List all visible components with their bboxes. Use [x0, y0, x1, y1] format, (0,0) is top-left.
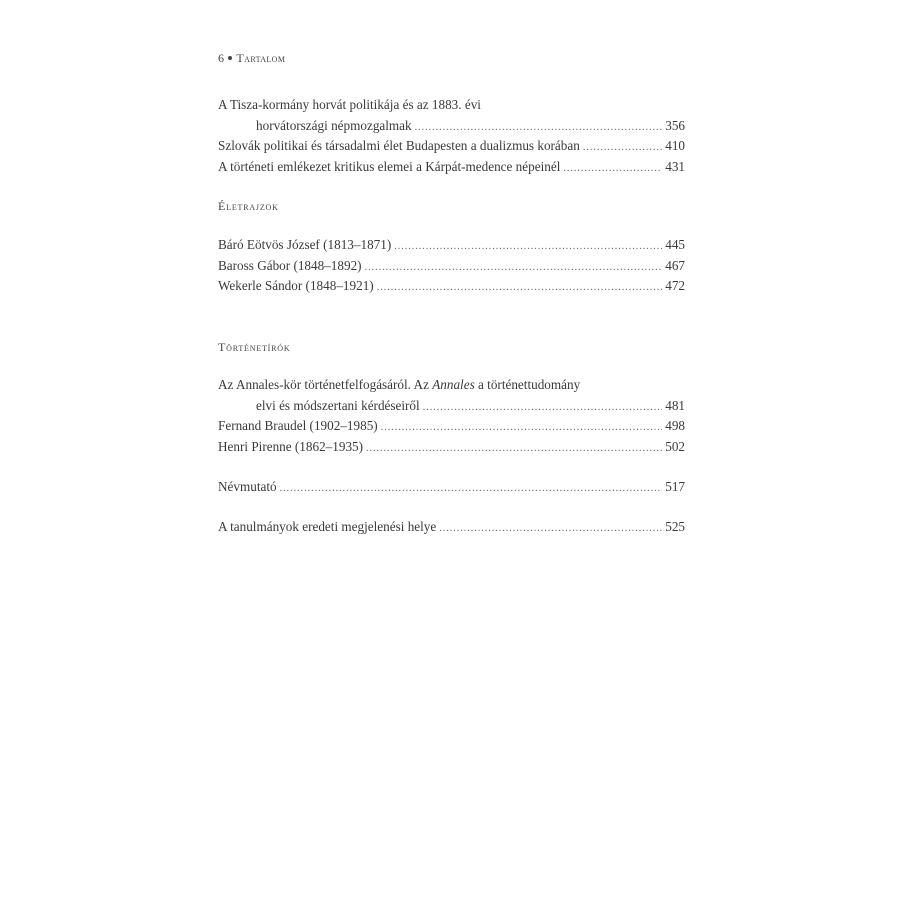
- toc-entry-title: Henri Pirenne (1862–1935): [218, 438, 364, 454]
- leader-dots: [381, 418, 663, 439]
- toc-entry-title: A tanulmányok eredeti megjelenési helye: [218, 519, 437, 534]
- page-number: 6: [218, 51, 225, 65]
- running-head-title: Tartalom: [236, 51, 286, 65]
- leader-dots: [394, 237, 662, 258]
- toc-entry: [218, 517, 685, 538]
- toc-entry: [218, 157, 685, 178]
- toc-entry-page: 517: [665, 479, 685, 494]
- toc-entry-line: [218, 95, 685, 116]
- toc-entry: [218, 256, 685, 277]
- toc-entry-title: Fernand Braudel (1902–1985): [218, 418, 378, 433]
- toc-group-studies: [218, 95, 685, 177]
- toc-entry-page: 356: [665, 117, 685, 133]
- toc-group-index: [218, 477, 685, 498]
- toc-entry-title: Báró Eötvös József (1813–1871): [218, 237, 392, 252]
- toc-entry: [218, 136, 685, 157]
- toc-group-eletrajzok: [218, 235, 685, 297]
- bullet-icon: [228, 56, 232, 60]
- leader-dots: [439, 519, 662, 540]
- toc-entry: [218, 235, 685, 256]
- leader-dots: [365, 258, 663, 279]
- toc-entry: [218, 396, 685, 417]
- leader-dots: [280, 479, 663, 500]
- toc-page: [218, 0, 685, 900]
- leader-dots: [583, 138, 662, 159]
- toc-entry-page: 481: [665, 397, 685, 413]
- toc-entry-page: 525: [665, 519, 685, 534]
- toc-entry: [218, 477, 685, 498]
- toc-entry-title: elvi és módszertani kérdéseiről: [256, 397, 420, 413]
- toc-entry-title: Wekerle Sándor (1848–1921): [218, 278, 374, 293]
- leader-dots: [415, 118, 663, 139]
- toc-entry-line: [218, 375, 685, 396]
- leader-dots: [377, 278, 663, 299]
- toc-entry: [218, 416, 685, 437]
- toc-entry-page: 431: [665, 158, 685, 174]
- section-heading-tortenetirok: Történetírók: [218, 340, 291, 354]
- toc-entry: [218, 116, 685, 137]
- toc-entry-page: 467: [665, 257, 685, 273]
- toc-entry-title: Szlovák politikai és társadalmi élet Budapesten a dualizmus korában: [218, 138, 580, 153]
- toc-entry-title: Baross Gábor (1848–1892): [218, 257, 362, 273]
- section-heading-eletrajzok: Életrajzok: [218, 199, 279, 213]
- toc-group-sources: [218, 517, 685, 538]
- toc-entry-title: Névmutató: [218, 479, 277, 494]
- leader-dots: [366, 439, 662, 460]
- running-head: [218, 51, 285, 66]
- toc-entry: [218, 437, 685, 458]
- leader-dots: [423, 398, 663, 419]
- toc-entry-page: 445: [665, 237, 685, 252]
- toc-entry-page: 498: [665, 418, 685, 433]
- toc-entry-title: A Tisza-kormány horvát politikája és az 1883. évi: [218, 97, 481, 112]
- leader-dots: [563, 159, 662, 180]
- toc-entry: [218, 276, 685, 297]
- toc-entry-title: A történeti emlékezet kritikus elemei a Kárpát-medence népeinél: [218, 158, 561, 174]
- toc-entry-title: horvátországi népmozgalmak: [256, 117, 412, 133]
- toc-entry-page: 502: [665, 438, 685, 454]
- toc-entry-title: Az Annales-kör történetfelfogásáról. Az Annales a történettudomány: [218, 377, 581, 392]
- toc-group-tortenetirok: [218, 375, 685, 457]
- toc-entry-page: 472: [665, 278, 685, 293]
- toc-entry-page: 410: [665, 138, 685, 153]
- italic-title: Annales: [432, 377, 475, 392]
